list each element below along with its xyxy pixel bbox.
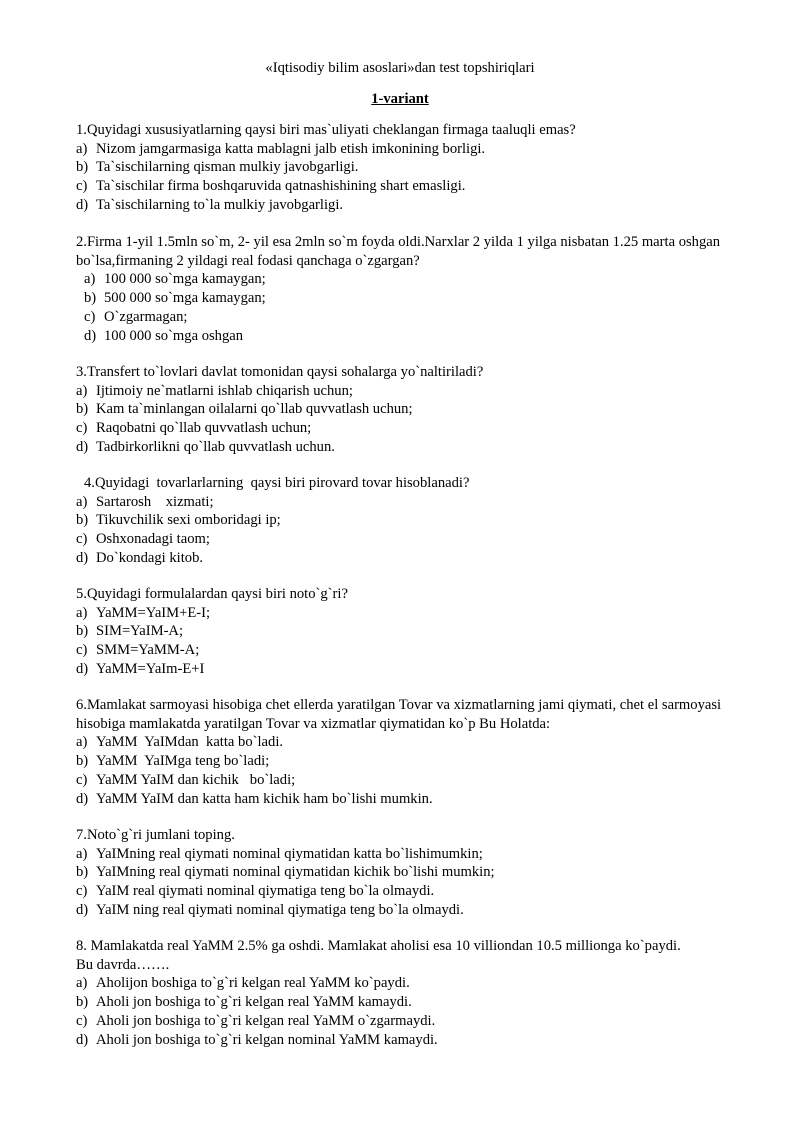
option-text: O`zgarmagan; xyxy=(104,308,188,325)
option-text: Tikuvchilik sexi omboridagi ip; xyxy=(96,512,281,529)
answer-option xyxy=(76,289,736,308)
variant-heading: 1-variant xyxy=(371,91,429,107)
option-label: d) xyxy=(76,196,89,213)
option-text: YaMM YaIM dan katta ham kichik ham bo`lishi mumkin. xyxy=(96,790,433,807)
option-label: c) xyxy=(84,308,96,325)
answer-option xyxy=(76,530,736,549)
option-label: a) xyxy=(76,382,88,399)
option-text: 100 000 so`mga oshgan xyxy=(104,327,244,344)
option-label: a) xyxy=(84,271,96,288)
question-5 xyxy=(76,585,736,679)
option-text: SMM=YaMM-A; xyxy=(96,642,200,659)
option-text: Aholijon boshiga to`g`ri kelgan real YaMM ko`paydi. xyxy=(96,975,410,992)
option-text: Ta`sischilarning to`la mulkiy javobgarligi. xyxy=(96,196,344,213)
option-text: Ta`sischilarning qisman mulkiy javobgarligi. xyxy=(96,159,359,176)
option-label: d) xyxy=(76,901,89,918)
answer-option xyxy=(76,438,736,457)
answer-option xyxy=(76,1031,686,1050)
option-text: YaIMning real qiymati nominal qiymatidan kichik bo`lishi mumkin; xyxy=(96,864,495,881)
answer-option xyxy=(76,790,736,809)
option-label: b) xyxy=(76,994,89,1011)
answer-option xyxy=(76,771,736,790)
answer-option xyxy=(76,549,736,568)
option-text: Ijtimoiy ne`matlarni ishlab chiqarish uchun; xyxy=(96,382,353,399)
option-text: 100 000 so`mga kamaygan; xyxy=(104,271,266,288)
page-title: «Iqtisodiy bilim asoslari»dan test topshiriqlari xyxy=(265,60,535,76)
option-text: Aholi jon boshiga to`g`ri kelgan nominal YaMM kamaydi. xyxy=(96,1031,438,1048)
question-4 xyxy=(76,474,736,568)
option-text: Aholi jon boshiga to`g`ri kelgan real YaMM o`zgarmaydi. xyxy=(96,1012,436,1029)
answer-option xyxy=(76,901,736,920)
option-text: YaMM YaIMdan katta bo`ladi. xyxy=(96,734,284,751)
answer-option xyxy=(76,974,686,993)
option-text: Do`kondagi kitob. xyxy=(96,549,204,566)
question-stem: 3.Transfert to`lovlari davlat tomonidan qaysi sohalarga yo`naltiriladi? xyxy=(76,364,484,380)
answer-option xyxy=(76,308,736,327)
option-text: YaIM ning real qiymati nominal qiymatiga teng bo`la olmaydi. xyxy=(96,901,464,918)
option-text: Ta`sischilar firma boshqaruvida qatnashishining shart emasligi. xyxy=(96,178,466,195)
option-label: d) xyxy=(76,1031,89,1048)
option-text: Oshxonadagi taom; xyxy=(96,531,210,548)
option-text: 500 000 so`mga kamaygan; xyxy=(104,290,266,307)
option-label: d) xyxy=(76,438,89,455)
question-stem: 8. Mamlakatda real YaMM 2.5% ga oshdi. Mamlakat aholisi esa 10 villiondan 10.5 millionga ko`paydi. Bu davrda……. xyxy=(76,938,681,973)
option-label: d) xyxy=(84,327,97,344)
answer-option xyxy=(76,993,686,1012)
option-label: b) xyxy=(76,864,89,881)
option-label: a) xyxy=(76,845,88,862)
answer-option xyxy=(76,752,736,771)
option-text: Aholi jon boshiga to`g`ri kelgan real YaMM kamaydi. xyxy=(96,994,412,1011)
option-text: Nizom jamgarmasiga katta mablagni jalb etish imkonining borligi. xyxy=(96,140,486,157)
option-label: a) xyxy=(76,140,88,157)
option-text: YaIMning real qiymati nominal qiymatidan katta bo`lishimumkin; xyxy=(96,845,483,862)
answer-option xyxy=(76,1012,686,1031)
option-text: Tadbirkorlikni qo`llab quvvatlash uchun. xyxy=(96,438,335,455)
option-label: d) xyxy=(76,549,89,566)
option-text: YaMM YaIMga teng bo`ladi; xyxy=(96,753,270,770)
answer-option xyxy=(76,604,736,623)
question-1 xyxy=(76,121,736,215)
question-8 xyxy=(76,937,686,1049)
question-6 xyxy=(76,696,736,808)
option-label: b) xyxy=(76,401,89,418)
question-stem: 5.Quyidagi formulalardan qaysi biri noto`g`ri? xyxy=(76,586,348,602)
option-label: a) xyxy=(76,975,88,992)
option-text: SIM=YaIM-A; xyxy=(96,623,184,640)
question-stem: 7.Noto`g`ri jumlani toping. xyxy=(76,827,235,843)
question-stem: 6.Mamlakat sarmoyasi hisobiga chet ellerda yaratilgan Tovar va xizmatlarning jami qiymati, chet el sarmoyasi hisobiga mamlakatda yaratilgan Tovar va xizmatlar qiymatidan ko`p Bu Holatda: xyxy=(76,697,722,732)
option-label: c) xyxy=(76,531,88,548)
option-label: b) xyxy=(76,753,89,770)
answer-option xyxy=(76,641,736,660)
question-2 xyxy=(76,233,736,345)
answer-option xyxy=(76,400,736,419)
question-stem: 2.Firma 1-yil 1.5mln so`m, 2- yil esa 2mln so`m foyda oldi.Narxlar 2 yilda 1 yilga nisbatan 1.25 marta oshgan bo`lsa,firmaning 2 yildagi real fodasi qanchaga o`zgargan? xyxy=(76,234,721,269)
option-label: d) xyxy=(76,790,89,807)
answer-option xyxy=(76,845,736,864)
option-label: c) xyxy=(76,642,88,659)
option-label: a) xyxy=(76,734,88,751)
answer-option xyxy=(76,158,736,177)
answer-option xyxy=(76,882,736,901)
option-label: b) xyxy=(84,290,97,307)
answer-option xyxy=(76,270,736,289)
question-7 xyxy=(76,826,736,920)
option-label: c) xyxy=(76,1012,88,1029)
answer-option xyxy=(76,660,736,679)
option-label: c) xyxy=(76,883,88,900)
answer-option xyxy=(76,863,736,882)
option-label: a) xyxy=(76,604,88,621)
option-label: b) xyxy=(76,623,89,640)
option-text: YaMM=YaIm-E+I xyxy=(96,660,205,677)
option-text: Raqobatni qo`llab quvvatlash uchun; xyxy=(96,420,312,437)
option-label: b) xyxy=(76,159,89,176)
answer-option xyxy=(76,177,736,196)
option-label: d) xyxy=(76,660,89,677)
option-label: b) xyxy=(76,512,89,529)
answer-option xyxy=(76,419,736,438)
answer-option xyxy=(76,140,736,159)
option-label: c) xyxy=(76,420,88,437)
answer-option xyxy=(76,382,736,401)
answer-option xyxy=(76,196,736,215)
option-label: c) xyxy=(76,178,88,195)
option-text: Sartarosh xizmati; xyxy=(96,493,214,510)
question-stem: 1.Quyidagi xususiyatlarning qaysi biri mas`uliyati cheklangan firmaga taaluqli emas? xyxy=(76,122,576,138)
answer-option xyxy=(76,493,736,512)
option-text: YaIM real qiymati nominal qiymatiga teng bo`la olmaydi. xyxy=(96,883,435,900)
answer-option xyxy=(76,622,736,641)
option-text: Kam ta`minlangan oilalarni qo`llab quvvatlash uchun; xyxy=(96,401,413,418)
option-text: YaMM YaIM dan kichik bo`ladi; xyxy=(96,771,296,788)
option-text: YaMM=YaIM+E-I; xyxy=(96,604,211,621)
question-stem: 4.Quyidagi tovarlarlarning qaysi biri pirovard tovar hisoblanadi? xyxy=(84,475,470,491)
answer-option xyxy=(76,511,736,530)
answer-option xyxy=(76,733,736,752)
question-3 xyxy=(76,363,736,457)
answer-option xyxy=(76,327,736,346)
option-label: a) xyxy=(76,493,88,510)
option-label: c) xyxy=(76,771,88,788)
